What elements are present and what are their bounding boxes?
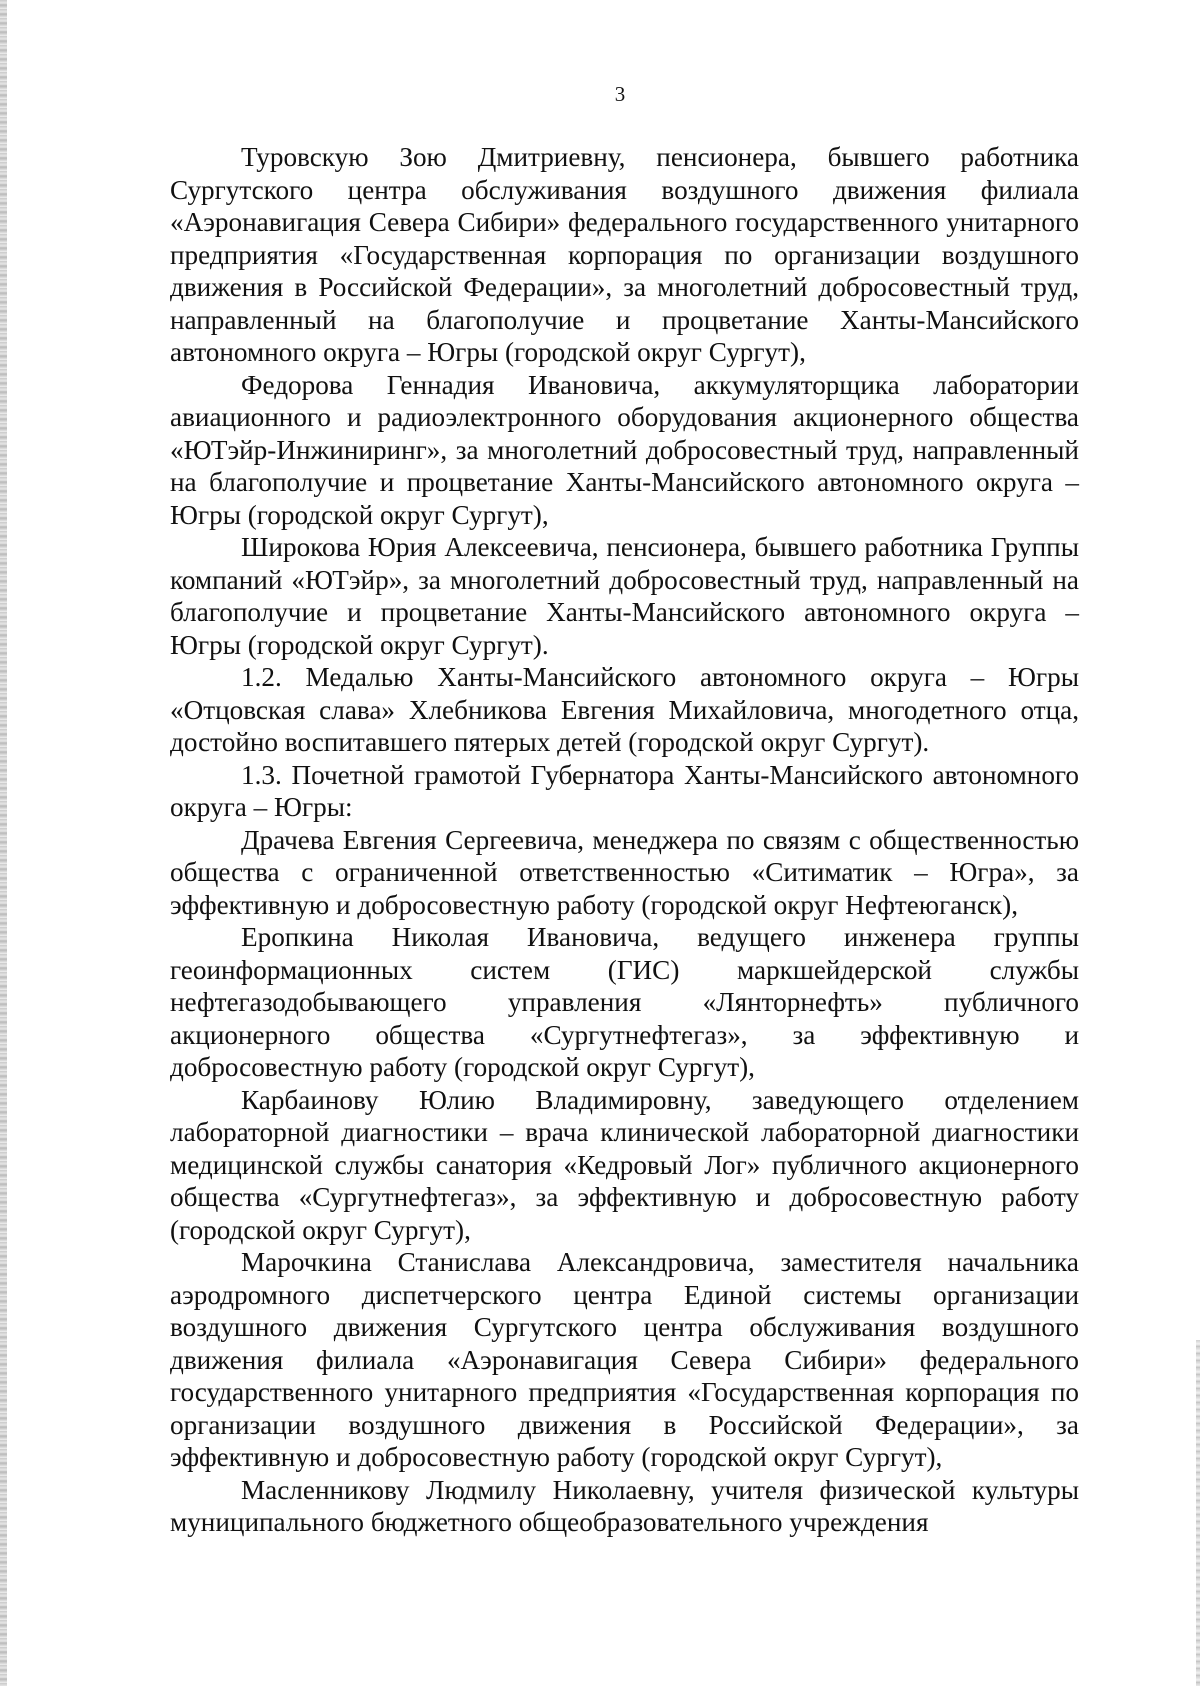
paragraph-shirokov: Широкова Юрия Алексеевича, пенсионера, бывшего работника Группы компаний «ЮТэйр», за многолетний добросовестный труд, направленный на благополучие и процветание Ханты-Мансийского автономного округа – Югры (городской округ Сургут). — [170, 532, 1079, 660]
paragraph-turovskaya: Туровскую Зою Дмитриевну, пенсионера, бывшего работника Сургутского центра обслуживания воздушного движения филиала «Аэронавигация Севера Сибири» федерального государственного унитарного предприятия «Государственная корпорация по организации воздушного движения в Российской Федерации», за многолетний добросовестный труд, направленный на благополучие и процветание Ханты-Мансийского автономного округа – Югры (городской округ Сургут), — [170, 142, 1079, 367]
paragraph-fedorov: Федорова Геннадия Ивановича, аккумуляторщика лаборатории авиационного и радиоэлектронного оборудования акционерного общества «ЮТэйр-Инжиниринг», за многолетний добросовестный труд, направленный на благополучие и процветание Ханты-Мансийского автономного округа – Югры (городской округ Сургут), — [170, 369, 1079, 530]
paragraph-pochetnaya-gramota-heading: 1.3. Почетной грамотой Губернатора Ханты-Мансийского автономного округа – Югры: — [170, 759, 1079, 822]
paragraph-maslennikova: Масленникову Людмилу Николаевну, учителя физической культуры муниципального бюджетного общеобразовательного учреждения — [170, 1474, 1079, 1537]
paragraph-karbainova: Карбаинову Юлию Владимировну, заведующего отделением лабораторной диагностики – врача клинической лабораторной диагностики медицинской службы санатория «Кедровый Лог» публичного акционерного общества «Сургутнефтегаз», за эффективную и добросовестную работу (городской округ Сургут), — [170, 1084, 1079, 1245]
paragraph-medal-otcovskaya-slava: 1.2. Медалью Ханты-Мансийского автономного округа – Югры «Отцовская слава» Хлебникова Евгения Михайловича, многодетного отца, достойно воспитавшего пятерых детей (городской округ Сургут). — [170, 662, 1079, 757]
page-number: 3 — [614, 82, 626, 106]
scan-edge-left — [0, 0, 7, 1686]
paragraph-drachev: Драчева Евгения Сергеевича, менеджера по связям с общественностью общества с ограниченной ответственностью «Ситиматик – Югра», за эффективную и добросовестную работу (городской округ Нефтеюганск), — [170, 824, 1079, 920]
paragraph-eropkin: Еропкина Николая Ивановича, ведущего инженера группы геоинформационных систем (ГИС) маркшейдерской службы нефтегазодобывающего управления «Лянторнефть» публичного акционерного общества «Сургутнефтегаз», за эффективную и добросовестную работу (городской округ Сургут), — [170, 922, 1079, 1082]
scan-edge-right — [1196, 1340, 1200, 1686]
paragraph-marochkin: Марочкина Станислава Александровича, заместителя начальника аэродромного диспетчерского центра Единой системы организации воздушного движения Сургутского центра обслуживания воздушного движения филиала «Аэронавигация Севера Сибири» федерального государственного унитарного предприятия «Государственная корпорация по организации воздушного движения в Российской Федерации», за эффективную и добросовестную работу (городской округ Сургут), — [170, 1247, 1079, 1472]
document-body — [170, 141, 1079, 1539]
